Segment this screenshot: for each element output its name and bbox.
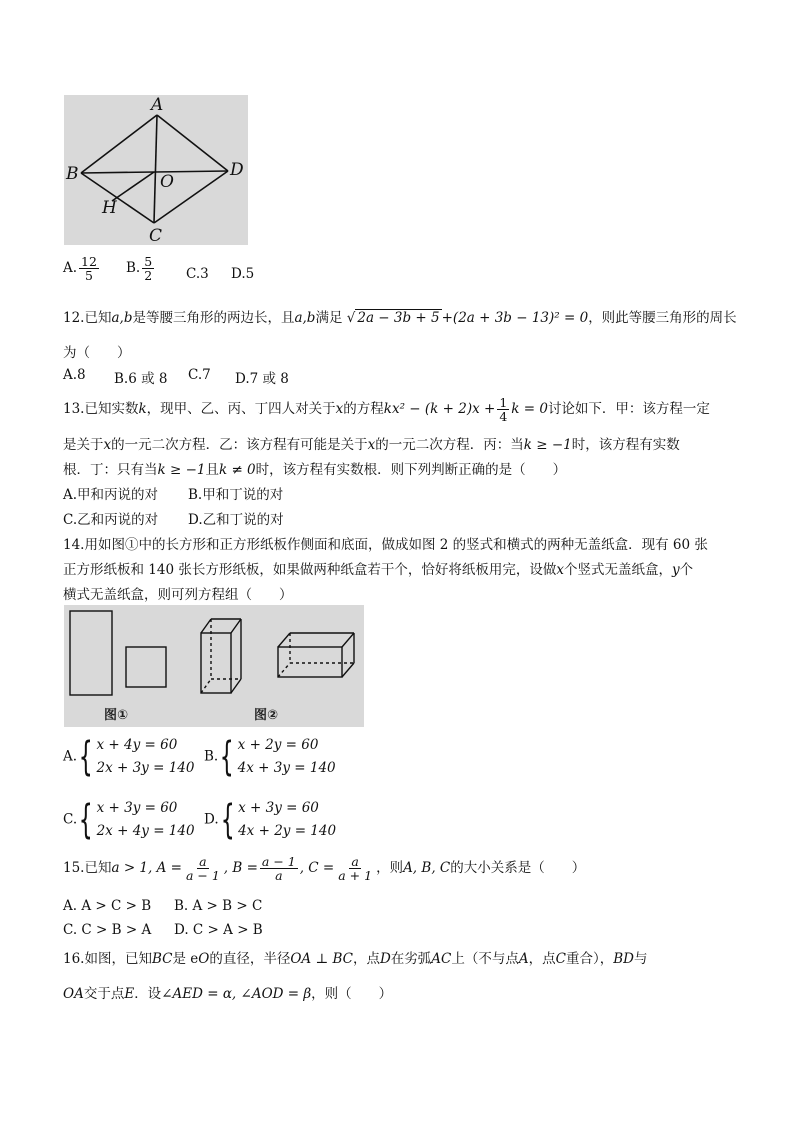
q11-option-b	[126, 255, 156, 282]
brace: {	[78, 797, 93, 843]
caption-figure-2: 图②	[254, 708, 279, 723]
q13-text: ，现甲、乙、丙、丁四人对关于	[146, 401, 336, 418]
label-h: H	[102, 198, 117, 218]
segment-oh	[112, 172, 154, 201]
q12-line2: 为（ ）	[63, 345, 131, 361]
denominator: 4	[499, 409, 508, 425]
label-a: A	[151, 95, 164, 115]
fraction	[142, 255, 154, 282]
q12-option-b: B.6 或 8	[114, 371, 168, 387]
q13-text: 且	[205, 462, 219, 478]
option-label: A.	[63, 260, 78, 277]
q13-var: k	[138, 401, 147, 418]
q15-var: A, B, C	[403, 860, 451, 877]
q13-equation: kx² − (k + 2)x +	[383, 401, 496, 418]
q12-line1	[63, 306, 737, 326]
denominator: 2	[144, 268, 153, 284]
q13-condition: k ≥ −1	[523, 437, 572, 453]
equation: x + 3y = 60	[96, 800, 178, 816]
option-label: D.	[204, 811, 219, 828]
q15-text: ，则	[376, 860, 404, 877]
fraction-a	[184, 855, 222, 882]
q14-option-d	[204, 797, 336, 843]
q12-expression: +(2a + 3b − 13)² = 0	[441, 310, 589, 326]
q13-text: 是关于	[63, 437, 104, 453]
q14-line3: 横式无盖纸盒，则可列方程组（ ）	[63, 587, 293, 603]
equation: 2x + 4y = 140	[96, 823, 195, 839]
label-b: B	[66, 164, 79, 184]
q16-text: 重合），	[565, 951, 614, 967]
q16-var: E	[124, 986, 135, 1002]
caption-figure-1: 图①	[104, 708, 129, 723]
q16-var: C	[555, 951, 566, 967]
q14-option-c	[63, 797, 195, 843]
q15-option-d: D. C > A > B	[174, 922, 263, 938]
q13-option-c: C.乙和丙说的对	[63, 512, 159, 528]
q16-text: 在劣弧	[390, 951, 432, 967]
equation: 4x + 2y = 140	[238, 823, 337, 839]
q16-var: AC	[431, 951, 452, 967]
q13-text: 时，该方程有实数根．则下列判断正确的是（ ）	[255, 462, 567, 478]
q13-line3	[63, 458, 566, 478]
q15-line1	[63, 855, 585, 882]
q16-var: BC	[151, 951, 173, 967]
edge-ad	[157, 115, 228, 171]
q14-option-a	[63, 734, 194, 780]
q14-line2	[63, 558, 693, 578]
brace: {	[219, 734, 234, 780]
denominator: a	[275, 868, 283, 884]
denominator: 5	[85, 268, 93, 284]
q16-var: OA ⊥ BC	[290, 951, 353, 967]
q16-text: ，点	[352, 951, 380, 967]
numerator: a − 1	[261, 854, 296, 869]
q15-expression: , C =	[299, 860, 335, 877]
q16-angles: ∠AED = α, ∠AOD = β	[161, 986, 312, 1002]
equation-system	[219, 797, 336, 843]
q16-text: ，点	[528, 951, 556, 967]
q13-option-a: A.甲和丙说的对	[63, 487, 159, 503]
q15-text: 15.已知	[63, 860, 112, 877]
fraction-b	[260, 855, 298, 882]
vertical-box	[201, 619, 241, 693]
denominator: a + 1	[338, 868, 373, 884]
numerator: a	[351, 854, 359, 869]
numerator: 5	[144, 254, 153, 269]
q12-option-d: D.7 或 8	[235, 371, 289, 387]
equation: x + 2y = 60	[237, 737, 319, 753]
q13-condition: k ≥ −1	[157, 462, 206, 478]
q11-option-d: D.5	[231, 266, 255, 282]
sqrt-sign: √	[346, 310, 356, 326]
q14-var: y	[671, 562, 680, 578]
equation-system	[77, 797, 194, 843]
option-label: B.	[126, 260, 141, 277]
brace: {	[78, 734, 93, 780]
q16-line2	[63, 982, 392, 1002]
q16-text: 交于点	[83, 986, 125, 1002]
numerator: 12	[81, 254, 97, 269]
q12-text: 12.已知	[63, 310, 112, 326]
option-label: C.	[63, 811, 78, 828]
option-label: B.	[204, 748, 219, 765]
fraction-c	[336, 855, 374, 882]
q16-text: ，则（ ）	[311, 986, 393, 1002]
fraction	[497, 396, 509, 423]
q16-var: OA	[63, 986, 84, 1002]
q12-option-a: A.8	[63, 367, 86, 383]
label-d: D	[230, 160, 244, 180]
fraction	[79, 255, 99, 282]
denominator: a − 1	[185, 868, 220, 884]
q14-text: 正方形纸板和 140 张长方形纸板，如果做两种纸盒若干个，恰好将纸板用完，设做	[63, 562, 557, 578]
q13-option-d: D.乙和丁说的对	[188, 512, 284, 528]
equation: 2x + 3y = 140	[96, 760, 195, 776]
q16-var: D	[379, 951, 391, 967]
q14-text: 个竖式无盖纸盒，	[563, 562, 672, 578]
q13-var: x	[367, 437, 376, 453]
numerator: 1	[499, 395, 508, 410]
q16-text: ．设	[134, 986, 162, 1002]
q14-line1: 14.用如图①中的长方形和正方形纸板作侧面和底面，做成如图 2 的竖式和横式的两种无盖纸盒．现有 60 张	[63, 537, 708, 553]
diagonal-bd	[81, 171, 228, 173]
option-label: A.	[63, 748, 78, 765]
q13-text: 的方程	[343, 401, 384, 418]
diagonal-ac	[154, 115, 157, 223]
q11-option-a	[63, 255, 101, 282]
q16-text: 是 e	[172, 951, 199, 967]
brace: {	[220, 797, 235, 843]
q12-text: 是等腰三角形的两边长，且	[132, 310, 295, 326]
q13-text: 根．丁：只有当	[63, 462, 158, 478]
q13-line2	[63, 433, 680, 453]
q15-option-b: B. A > B > C	[174, 898, 263, 914]
q16-text: 上（不与点	[451, 951, 519, 967]
q12-option-c: C.7	[188, 367, 211, 383]
q12-var: a,b	[111, 310, 133, 326]
q15-option-c: C. C > B > A	[63, 922, 152, 938]
boxes-figure	[64, 605, 364, 727]
q12-var: a,b	[294, 310, 316, 326]
equation: 4x + 3y = 140	[237, 760, 336, 776]
q15-option-a: A. A > C > B	[63, 898, 152, 914]
equation-system	[218, 734, 335, 780]
q16-text: 的直径，半径	[209, 951, 291, 967]
label-o: O	[160, 172, 174, 192]
q15-expression: a > 1, A =	[111, 860, 182, 877]
q16-var: A	[518, 951, 529, 967]
equation-system	[77, 734, 194, 780]
q13-option-b: B.甲和丁说的对	[188, 487, 284, 503]
q16-var: O	[198, 951, 210, 967]
q16-text: 16.如图，已知	[63, 951, 152, 967]
q13-line1	[63, 396, 710, 423]
q16-text: 与	[633, 951, 648, 967]
equation: x + 4y = 60	[96, 737, 178, 753]
horizontal-box	[278, 633, 354, 677]
equation: x + 3y = 60	[238, 800, 319, 816]
q13-condition: k ≠ 0	[218, 462, 256, 478]
numerator: a	[199, 854, 207, 869]
q13-text: 的一元二次方程．乙：该方程有可能是关于	[111, 437, 368, 453]
q12-text: 满足	[315, 310, 343, 326]
q16-line1	[63, 947, 647, 967]
q14-option-b	[204, 734, 336, 780]
q13-text: 时，该方程有实数	[571, 437, 680, 453]
q13-equation: k = 0	[511, 401, 548, 418]
q15-expression: , B =	[223, 860, 258, 877]
q11-option-c: C.3	[186, 266, 209, 282]
q13-var: x	[103, 437, 112, 453]
q13-var: x	[335, 401, 344, 418]
q13-text: 讨论如下．甲：该方程一定	[547, 401, 710, 418]
q15-text: 的大小关系是（ ）	[450, 860, 586, 877]
edge-ab	[81, 115, 157, 173]
square-board	[126, 647, 166, 687]
q16-var: BD	[613, 951, 634, 967]
q14-text: 个	[679, 562, 694, 578]
rectangle-board	[70, 611, 112, 695]
label-c: C	[149, 226, 163, 245]
q14-var: x	[556, 562, 564, 578]
q13-text: 的一元二次方程．丙：当	[375, 437, 524, 453]
sqrt-content: 2a − 3b + 5	[357, 310, 440, 326]
q12-text: ，则此等腰三角形的周长	[588, 310, 737, 326]
rhombus-figure	[64, 95, 248, 245]
q13-text: 13.已知实数	[63, 401, 139, 418]
